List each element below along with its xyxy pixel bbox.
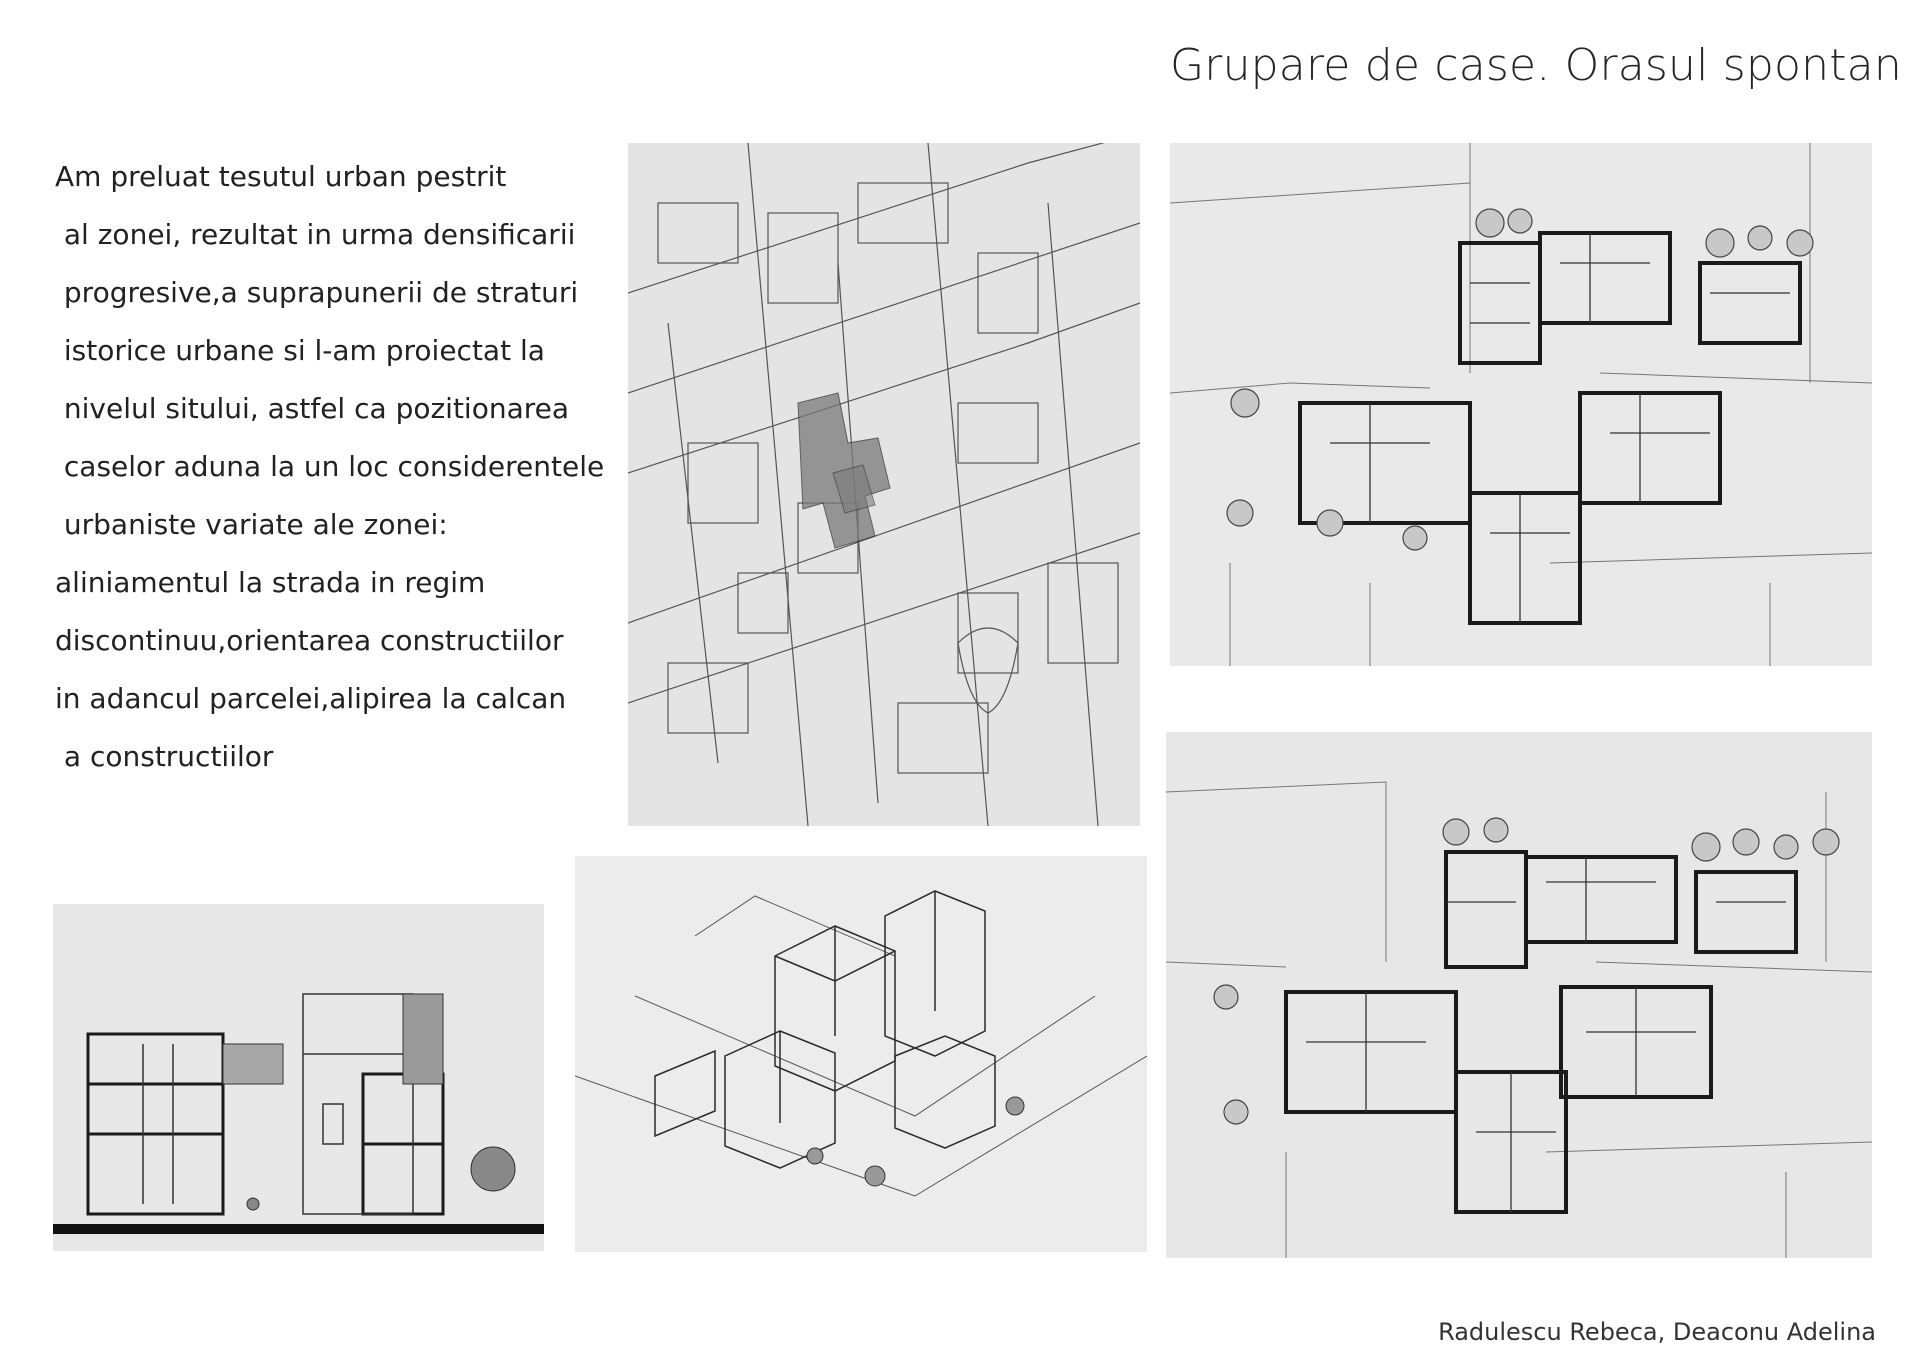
credits-text: Radulescu Rebeca, Deaconu Adelina (1438, 1318, 1876, 1346)
description-line: caselor aduna la un loc considerentele (55, 450, 605, 483)
description-line: al zonei, rezultat in urma densificarii (55, 218, 576, 251)
section-drawing (53, 904, 544, 1251)
board-title: Grupare de case. Orasul spontan (1170, 40, 1902, 91)
description-line: urbaniste variate ale zonei: (55, 508, 448, 541)
description-line: Am preluat tesutul urban pestrit (55, 160, 507, 193)
description-text (55, 148, 635, 786)
axonometric-drawing (575, 856, 1147, 1252)
description-line: discontinuu,orientarea constructiilor (55, 624, 564, 657)
description-line: in adancul parcelei,alipirea la calcan (55, 682, 567, 715)
description-line: nivelul sitului, astfel ca pozitionarea (55, 392, 570, 425)
ground-floor-plan-drawing (1170, 143, 1872, 666)
description-line: istorice urbane si l-am proiectat la (55, 334, 545, 367)
upper-floor-plan-drawing (1166, 732, 1872, 1258)
description-line: progresive,a suprapunerii de straturi (55, 276, 579, 309)
site-plan-drawing (628, 143, 1140, 826)
description-line: a constructiilor (55, 740, 274, 773)
description-line: aliniamentul la strada in regim (55, 566, 486, 599)
